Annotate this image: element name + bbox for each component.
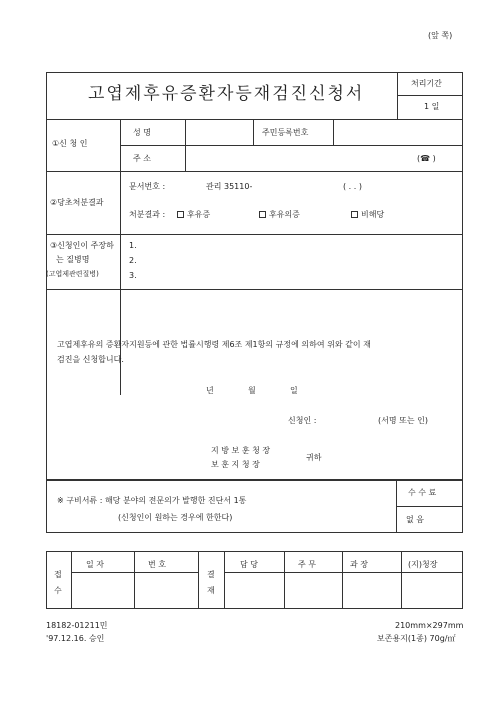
- page-side-label: (앞 쪽): [428, 31, 453, 40]
- disease-item-2[interactable]: 2.: [129, 256, 137, 265]
- receipt-label-2: 수: [54, 586, 62, 595]
- date-month[interactable]: 월: [248, 386, 256, 395]
- document-number-value[interactable]: 관리 35110-: [206, 182, 253, 191]
- document-number-label: 문서번호 :: [129, 182, 166, 191]
- option-not-applicable[interactable]: 비해당: [351, 211, 384, 219]
- recipient-line2: 보 훈 지 청 장: [211, 460, 260, 469]
- approval-label-1: 결: [207, 570, 215, 579]
- phone-field[interactable]: (☎ ): [417, 154, 436, 163]
- prior-result-section-label: ②당초처분결과: [50, 198, 104, 207]
- receipt-date-label: 일 자: [86, 560, 104, 569]
- disease-label-line2: 는 질병명: [56, 255, 90, 264]
- processing-period-value: 1 일: [424, 102, 440, 111]
- disease-label-line3: (고엽제관련질병): [46, 270, 99, 278]
- name-field[interactable]: [187, 121, 251, 143]
- approval-col-officer: 주 무: [298, 560, 316, 569]
- checkbox-icon[interactable]: [259, 211, 266, 218]
- option-suspected-sequelae[interactable]: 후유의증: [259, 211, 300, 219]
- attachments-line2: (신청인이 원하는 경우에 한한다): [118, 513, 233, 522]
- address-field[interactable]: [187, 147, 412, 169]
- disease-item-3[interactable]: 3.: [129, 271, 137, 280]
- address-label: 주 소: [133, 154, 151, 163]
- honorific: 귀하: [306, 453, 322, 462]
- fee-value: 없 음: [406, 515, 424, 524]
- signature-field[interactable]: (서명 또는 인): [378, 416, 428, 425]
- checkbox-icon[interactable]: [351, 211, 358, 218]
- signature-label: 신청인 :: [288, 416, 317, 425]
- document-date-field[interactable]: ( . . ): [343, 182, 362, 191]
- attachments-line1: ※ 구비서류 : 해당 분야의 전문의가 발행한 진단서 1통: [57, 496, 247, 505]
- approval-label-2: 재: [207, 586, 215, 595]
- date-day[interactable]: 일: [290, 386, 298, 395]
- approval-col-chief: 과 장: [350, 560, 368, 569]
- result-label: 처분결과 :: [129, 210, 166, 219]
- approval-col-staff: 담 당: [240, 560, 258, 569]
- paper-size: 210mm×297mm: [395, 621, 464, 630]
- fee-label: 수 수 료: [408, 488, 437, 497]
- processing-period-label: 처리기간: [411, 79, 442, 88]
- recipient-line1: 지 방 보 훈 청 장: [211, 446, 271, 455]
- checkbox-icon[interactable]: [177, 211, 184, 218]
- form-title: 고엽제후유증환자등재검진신청서: [88, 84, 365, 104]
- approval-date: '97.12.16. 승인: [46, 634, 105, 643]
- option-sequelae[interactable]: 후유증: [177, 211, 210, 219]
- name-label: 성 명: [133, 128, 151, 137]
- paper-type: 보존용지(1종) 70g/㎡: [377, 634, 456, 643]
- form-number: 18182-01211민: [46, 621, 108, 630]
- receipt-label-1: 접: [54, 570, 62, 579]
- disease-label-line1: ③신청인이 주장하: [50, 241, 114, 250]
- rrn-field[interactable]: [335, 121, 461, 143]
- disease-item-1[interactable]: 1.: [129, 241, 137, 250]
- approval-col-director: (지)청장: [408, 560, 438, 569]
- applicant-section-label: ①신 청 인: [52, 139, 88, 148]
- receipt-number-label: 번 호: [148, 560, 166, 569]
- date-year[interactable]: 년: [206, 386, 214, 395]
- statement-line2: 검진을 신청합니다.: [57, 355, 124, 364]
- statement-line1: 고엽제후유의 증환자지원등에 관한 법률시행령 제6조 제1항의 규정에 의하여 위와 같이 재: [57, 340, 371, 349]
- rrn-label: 주민등록번호: [262, 128, 309, 137]
